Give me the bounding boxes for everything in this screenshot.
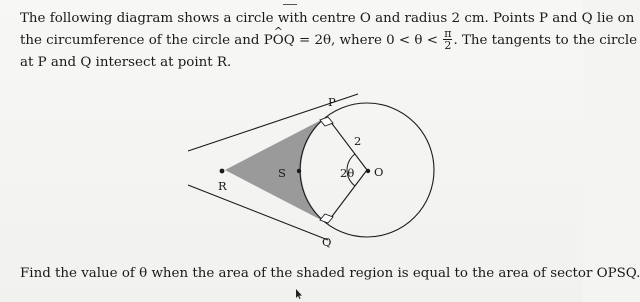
problem-line-2-start: the circumference of the circle and P	[20, 33, 273, 48]
label-r: R	[218, 179, 227, 193]
label-q: Q	[322, 235, 332, 249]
problem-line-2-end: . The tangents to the circle	[453, 33, 638, 48]
problem-line-1: The following diagram shows a circle with centre O and radius 2 cm. Points P and Q lie on	[20, 11, 635, 26]
fraction-denominator: 2	[444, 39, 452, 52]
point-o	[366, 169, 370, 173]
problem-line-3: at P and Q intersect at point R.	[20, 55, 232, 70]
right-angle-marker-p	[320, 117, 333, 126]
point-r	[220, 169, 225, 174]
label-o: O	[374, 165, 384, 179]
fraction-numerator: π	[444, 27, 452, 40]
label-radius: 2	[354, 134, 362, 148]
mouse-cursor-icon	[296, 289, 302, 299]
right-angle-marker-q	[320, 214, 333, 223]
label-s: S	[278, 166, 286, 180]
question-text: Find the value of θ when the area of the shaded region is equal to the area of sector OPSQ.	[20, 266, 640, 281]
problem-line-2-mid: Q = 2θ, where 0 < θ <	[283, 33, 443, 48]
point-s	[297, 169, 301, 173]
label-angle: 2θ	[340, 166, 355, 180]
angle-vertex-o: ^ O	[273, 30, 284, 51]
label-p: P	[328, 95, 336, 109]
